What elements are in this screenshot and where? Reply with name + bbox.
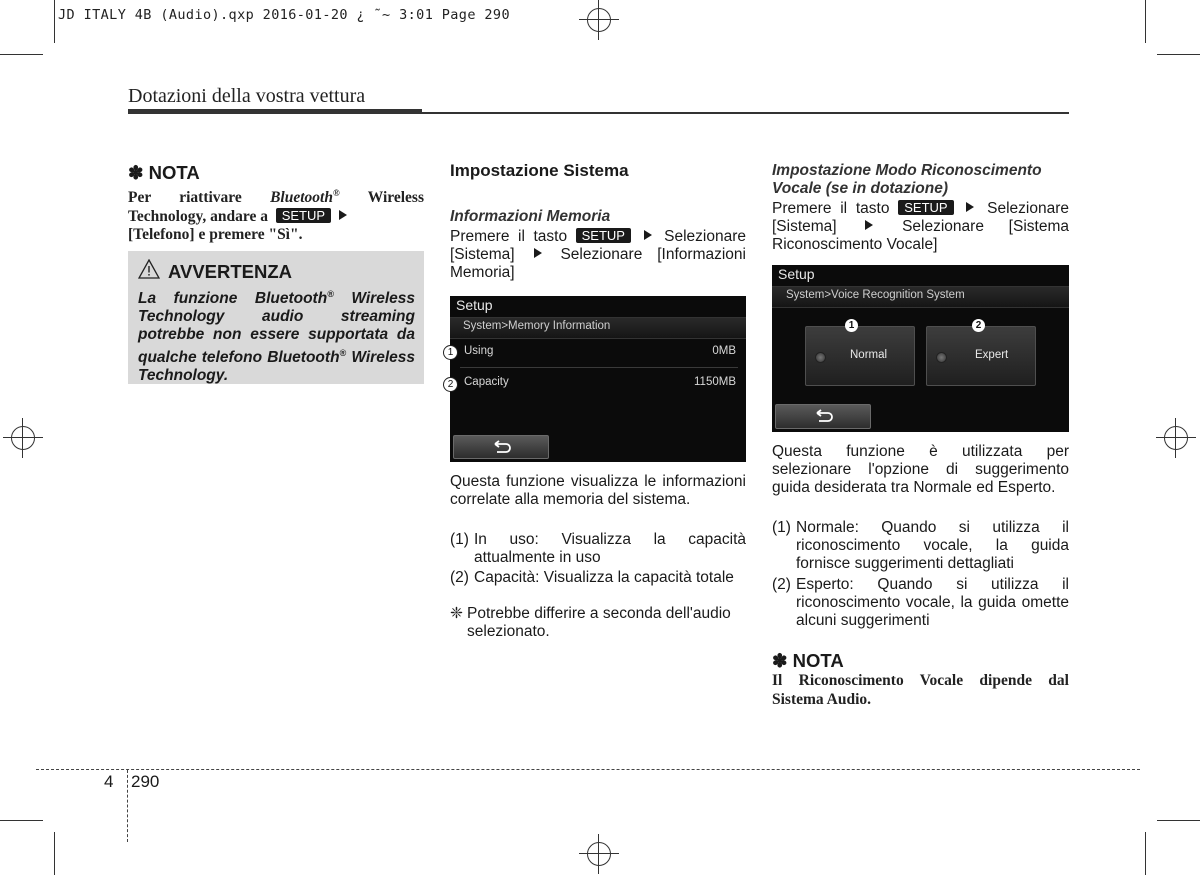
nota-text: Per riattivare	[128, 189, 271, 207]
back-arrow-icon	[454, 436, 548, 458]
registered-mark: ®	[327, 289, 334, 299]
right-description	[772, 443, 1069, 709]
memory-info-screen	[450, 296, 746, 462]
crop-mark	[54, 0, 55, 43]
crop-mark	[0, 820, 43, 821]
crop-mark	[1145, 0, 1146, 43]
subsection-title: Informazioni Memoria	[450, 208, 611, 225]
header-rule	[128, 112, 1069, 114]
back-arrow-icon	[776, 405, 870, 428]
screen-path: System>Voice Recognition System	[786, 289, 965, 301]
instruction-text: Selezionare [Sistema]	[772, 200, 1069, 235]
list-text: Capacità: Visualizza la capacità totale	[474, 569, 734, 586]
using-label: Using	[464, 345, 494, 357]
voice-description: Questa funzione è utilizzata per selezionare l'opzione di suggerimento guida desiderata tra Normale ed Esperto.	[772, 443, 1069, 496]
instruction-text: Selezionare [Sistema Riconoscimento Vocale]	[772, 218, 1069, 253]
screen-path: System>Memory Information	[463, 320, 611, 332]
registration-mark	[579, 834, 619, 874]
setup-key: SETUP	[576, 228, 631, 243]
crop-mark	[1145, 832, 1146, 875]
normal-option-button[interactable]	[805, 326, 915, 386]
warning-title: AVVERTENZA	[168, 261, 293, 282]
arrow-right-icon	[534, 248, 542, 258]
footer-rule	[36, 769, 1140, 770]
nota-text: Wireless Technology, andare a	[128, 189, 424, 225]
normal-label: Normal	[850, 349, 888, 361]
list-item	[450, 531, 746, 567]
nota-title: ✽ NOTA	[128, 162, 200, 183]
radio-indicator	[936, 352, 947, 363]
footnote-symbol: ❈	[450, 605, 463, 622]
list-text: In uso: Visualizza la capacità attualmente in uso	[474, 531, 746, 566]
voice-recognition-screen	[772, 265, 1069, 432]
callout-1: 1	[443, 345, 458, 360]
instructions	[772, 200, 1069, 254]
section-title: Impostazione Sistema	[450, 161, 629, 180]
setup-key: SETUP	[276, 208, 331, 223]
radio-indicator	[815, 352, 826, 363]
instruction-text: Selezionare [Sistema]	[450, 228, 746, 263]
warning-icon	[138, 259, 160, 279]
chapter-number: 4	[104, 772, 114, 791]
list-item	[772, 519, 1069, 573]
list-item	[772, 576, 1069, 630]
arrow-right-icon	[966, 202, 974, 212]
back-button[interactable]	[775, 404, 871, 429]
registered-mark: ®	[339, 348, 347, 359]
right-column	[772, 162, 1069, 254]
arrow-right-icon	[339, 210, 347, 220]
registration-mark	[1156, 418, 1196, 458]
footnote-text: Potrebbe differire a seconda dell'audio selezionato.	[467, 605, 731, 640]
back-button[interactable]	[453, 435, 549, 459]
callout-1: 1	[845, 319, 858, 332]
page-number: 290	[131, 772, 160, 791]
warning-text: Wireless Technology audio streaming potrebbe non essere supportata da qualche telefono Bluetooth	[138, 290, 415, 367]
registration-mark	[3, 418, 43, 458]
list-number: (1)	[450, 531, 469, 548]
warning-body	[138, 285, 415, 385]
row-divider	[460, 367, 738, 368]
crop-mark	[1157, 820, 1200, 821]
instruction-text: Selezionare [Informazioni Memoria]	[450, 246, 746, 281]
registration-mark	[579, 0, 619, 40]
list-number: (2)	[772, 576, 791, 593]
screen-title: Setup	[456, 297, 493, 313]
nota-body	[128, 184, 424, 245]
crop-mark	[0, 54, 43, 55]
print-slug: JD ITALY 4B (Audio).qxp 2016-01-20 ¿ ˜~ 3:01 Page 290	[58, 7, 510, 23]
expert-option-button[interactable]	[926, 326, 1036, 386]
subsection-title: Impostazione Modo Riconoscimento Vocale (se in dotazione)	[772, 162, 1042, 197]
nota-bluetooth: Bluetooth	[270, 189, 333, 207]
list-item	[450, 569, 746, 587]
registered-mark: ®	[332, 188, 340, 198]
warning-text: La funzione Bluetooth	[138, 290, 328, 308]
instruction-text: Premere il tasto	[772, 200, 899, 217]
warning-text: Wireless Technology.	[138, 349, 415, 385]
middle-description	[450, 473, 746, 641]
footer-divider	[127, 770, 128, 842]
list-text: Esperto: Quando si utilizza il riconoscimento vocale, la guida omette alcuni suggerimenti	[796, 576, 1069, 629]
left-column	[128, 162, 424, 245]
nota-text: [Telefono] e premere "Sì".	[128, 226, 303, 244]
voice-list	[772, 519, 1069, 630]
instructions	[450, 228, 746, 282]
crop-mark	[1157, 54, 1200, 55]
using-value: 0MB	[712, 345, 736, 357]
arrow-right-icon	[644, 230, 652, 240]
capacity-value: 1150MB	[694, 376, 736, 388]
memory-description: Questa funzione visualizza le informazioni correlate alla memoria del sistema.	[450, 473, 746, 508]
list-text: Normale: Quando si utilizza il riconoscimento vocale, la guida fornisce suggerimenti dettagliati	[796, 519, 1069, 572]
nota-title: ✽ NOTA	[772, 650, 844, 671]
page-header-title: Dotazioni della vostra vettura	[128, 85, 366, 107]
callout-2: 2	[972, 319, 985, 332]
capacity-label: Capacity	[464, 376, 509, 388]
nota-body: Il Riconoscimento Vocale dipende dal Sistema Audio.	[772, 672, 1069, 708]
list-number: (1)	[772, 519, 791, 536]
arrow-right-icon	[865, 220, 873, 230]
middle-column	[450, 162, 746, 282]
footnote	[450, 605, 746, 641]
screen-title: Setup	[778, 266, 815, 282]
crop-mark	[54, 832, 55, 875]
warning-box	[128, 251, 424, 384]
callout-2: 2	[443, 377, 458, 392]
expert-label: Expert	[975, 349, 1009, 361]
setup-key: SETUP	[898, 200, 953, 215]
instruction-text: Premere il tasto	[450, 228, 576, 245]
memory-list	[450, 531, 746, 587]
list-number: (2)	[450, 569, 469, 586]
